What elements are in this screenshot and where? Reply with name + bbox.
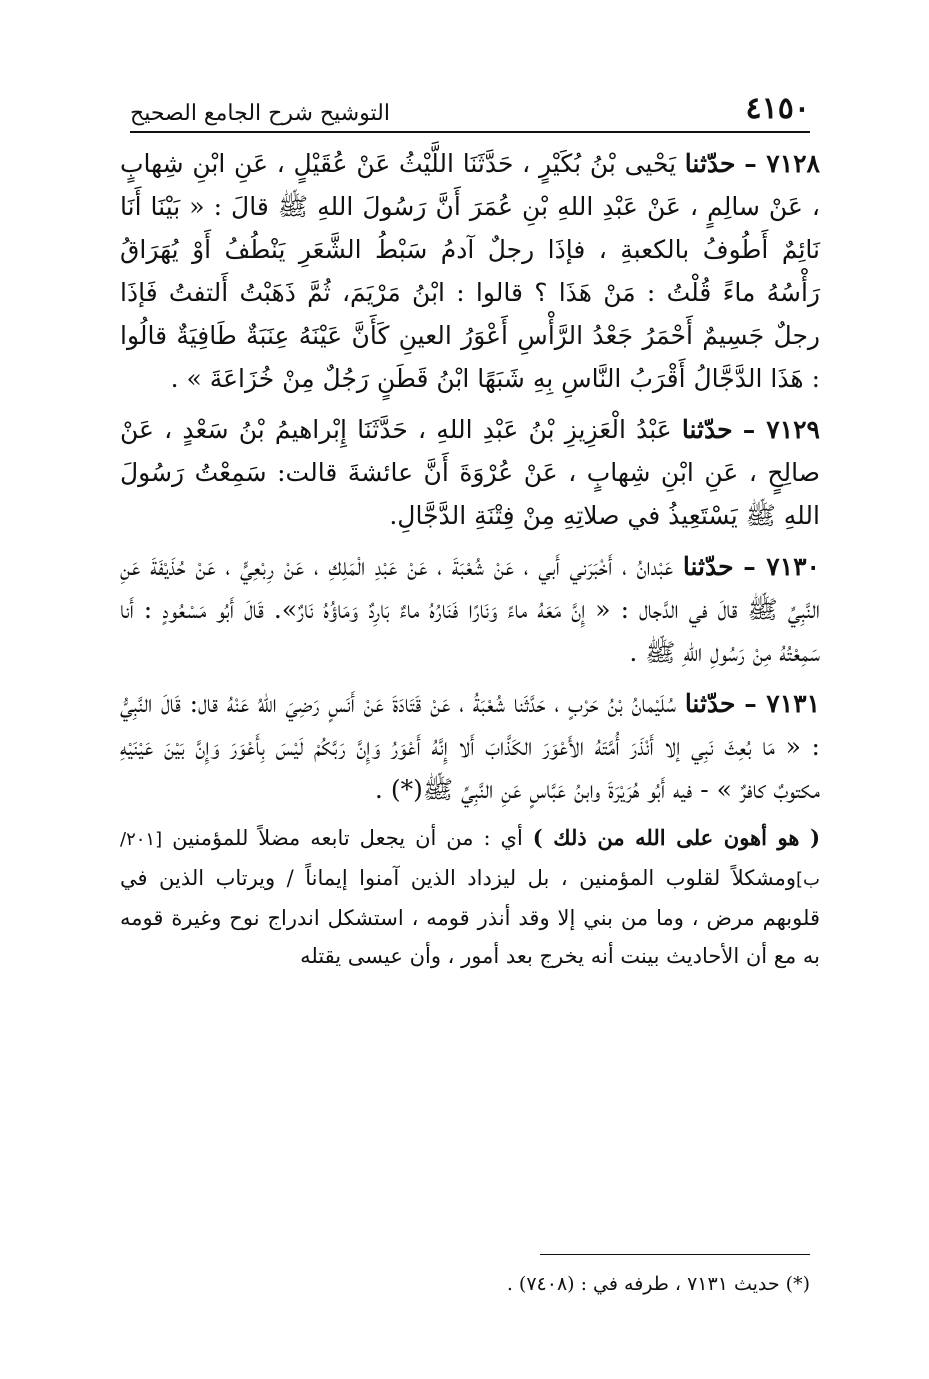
hadith-number: ٧١٢٩ – <box>742 415 820 444</box>
haddathana-label: حدّثنا <box>684 689 736 718</box>
hadith-7128 <box>120 142 820 400</box>
commentary <box>120 819 820 975</box>
commentary-text: أي : من أن يجعل تابعه مضلاً للمؤمنين <box>172 826 523 850</box>
haddathana-label: حدّثنا <box>682 552 734 581</box>
hadith-7129 <box>120 408 820 537</box>
manuscript-folio-ref: [٢٠١/ب] <box>120 829 820 890</box>
page-body <box>120 142 820 996</box>
hadith-text: عَبْدانُ ، أَخْبَرَني أَبي ، عَنْ شُعْبَةَ ، عَنْ عَبْدِ الْمَلِكِ ، عَنْ رِبْعِيٍّ ، عَنْ حُذَيْفَةَ عَنِ النَّبِيِّ ﷺ قالَ في الدَّجال : « إِنَّ مَعَهُ ماءً وَنَارًا فَنَارُهُ ماءٌ بَارِدٌ وَمَاؤُهُ نَارٌ». قَالَ أَبُو مَسْعُودٍ : أَنا سَمِعْتُهُ مِنْ رَسُولِ اللهِ ﷺ . <box>120 552 820 667</box>
running-title: التوشيح شرح الجامع الصحيح <box>130 101 390 126</box>
hadith-text: يَحْيى بْنُ بُكَيْرٍ ، حَدَّثَنَا اللَّيْثُ عَنْ عُقَيْلٍ ، عَنِ ابْنِ شِهابٍ ، عَنْ سالِمٍ ، عَنْ عَبْدِ اللهِ بْنِ عُمَرَ أَنَّ رَسُولَ اللهِ ﷺ قالَ : « بَيْنَا أَنَا نَائِمٌ أَطُوفُ بالكعبةِ ، فإذَا رجلٌ آدمُ سَبْطُ الشَّعَرِ يَنْطُفُ أَوْ يُهَرَاقُ رَأْسُهُ ماءً قُلْتُ : مَنْ هَذَا ؟ قالوا : ابْنُ مَرْيَمَ، ثُمَّ ذَهَبْتُ أَلتفتُ فَإذَا رجلٌ جَسِيمٌ أَحْمَرُ جَعْدُ الرَّأْسِ أَعْوَرُ العينِ كَأَنَّ عَيْنَهُ عِنَبَةٌ طَافِيَةٌ قالُوا : هَذَا الدَّجَّالُ أَقْرَبُ النَّاسِ بِهِ شَبَهًا ابْنُ قَطَنٍ رَجُلٌ مِنْ خُزَاعَةَ » . <box>120 149 820 393</box>
commentary-lemma: ( هو أهون على الله من ذلك ) <box>532 825 821 850</box>
hadith-number: ٧١٣١ – <box>744 689 821 718</box>
haddathana-label: حدّثنا <box>684 149 736 178</box>
hadith-number: ٧١٣٠ – <box>743 552 820 581</box>
commentary-text-continued: ومشكلاً لقلوب المؤمنين ، بل ليزداد الذين آمنوا إيماناً / ويرتاب الذين في قلوبهم مرض ، وما من بني إلا وقد أنذر قومه ، استشكل اندراج نوح وغيرة قومه به مع أن الأحاديث بينت أنه يخرج بعد أمور ، وأن عيسى يقتله <box>120 866 820 968</box>
header-rule <box>130 131 810 133</box>
footnote: (*) حديث ٧١٣١ ، طرفه في : (٧٤٠٨) . <box>506 1273 810 1295</box>
footnote-rule <box>540 1254 810 1255</box>
haddathana-label: حدّثنا <box>681 415 733 444</box>
page-header <box>130 82 810 126</box>
hadith-text: سُلَيْمانُ بْنُ حَرْبٍ ، حَدَّثَنا شُعْبَةُ ، عَنْ قَتَادَةَ عَنْ أَنَسٍ رَضِيَ اللهُ عَنْهُ قال: قَالَ النَّبِيُّ : « مَا بُعِثَ نَبِي إلا أَنْذَرَ أُمَّتَهُ الأَعْوَرَ الكَذَّابَ أَلا إِنَّهُ أَعْوَرُ وَإِنَّ رَبَّكُمْ لَيْسَ بِأَعْوَرَ وَإِنَّ بَيْنَ عَيْنَيْهِ مكتوبٌ كافرٌ » - فيه أَبُو هُرَيْرَةَ وابنُ عَبَّاسٍ عَنِ النَّبِيِّ ﷺ(*) . <box>120 689 820 804</box>
hadith-number: ٧١٢٨ – <box>744 149 820 178</box>
page-number: ٤١٥٠ <box>745 91 810 126</box>
hadith-7130 <box>120 545 820 674</box>
hadith-text: عَبْدُ الْعَزِيزِ بْنُ عَبْدِ اللهِ ، حَدَّثَنَا إِبْراهيمُ بْنُ سَعْدٍ ، عَنْ صالِحٍ ، عَنِ ابْنِ شِهابٍ ، عَنْ عُرْوَةَ أَنَّ عائشةَ قالت: سَمِعْتُ رَسُولَ اللهِ ﷺ يَسْتَعِيذُ في صلاتِهِ مِنْ فِتْنَةِ الدَّجَّالِ. <box>120 415 820 530</box>
hadith-7131 <box>120 682 820 811</box>
